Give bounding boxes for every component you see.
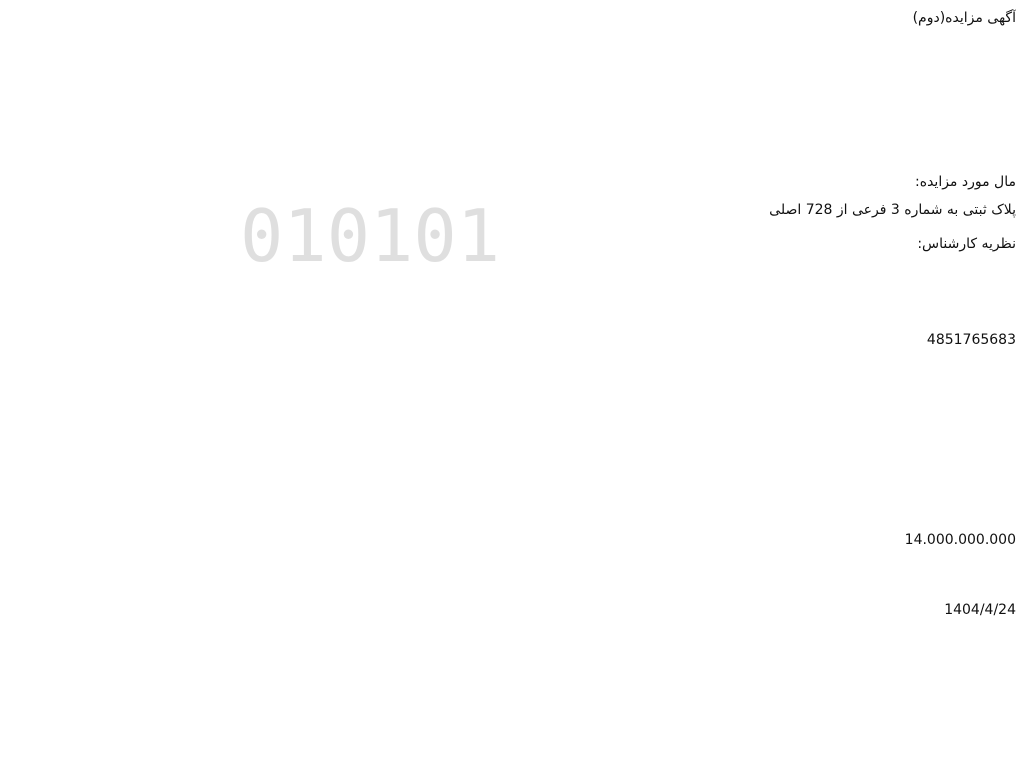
auction-date: 1404/4/24 (944, 602, 1016, 618)
plate-line: پلاک ثبتی به شماره 3 فرعی از 728 اصلی (769, 202, 1016, 218)
watermark-digits: 010101 (240, 194, 501, 278)
valuation: 14.000.000.000 (904, 532, 1016, 548)
notice-title: آگهی مزایده(دوم) (912, 10, 1016, 26)
address-phone: 4851765683 (926, 332, 1016, 348)
expert-heading: نظریه کارشناس: (917, 236, 1016, 252)
subject-heading: مال مورد مزایده: (915, 174, 1016, 190)
